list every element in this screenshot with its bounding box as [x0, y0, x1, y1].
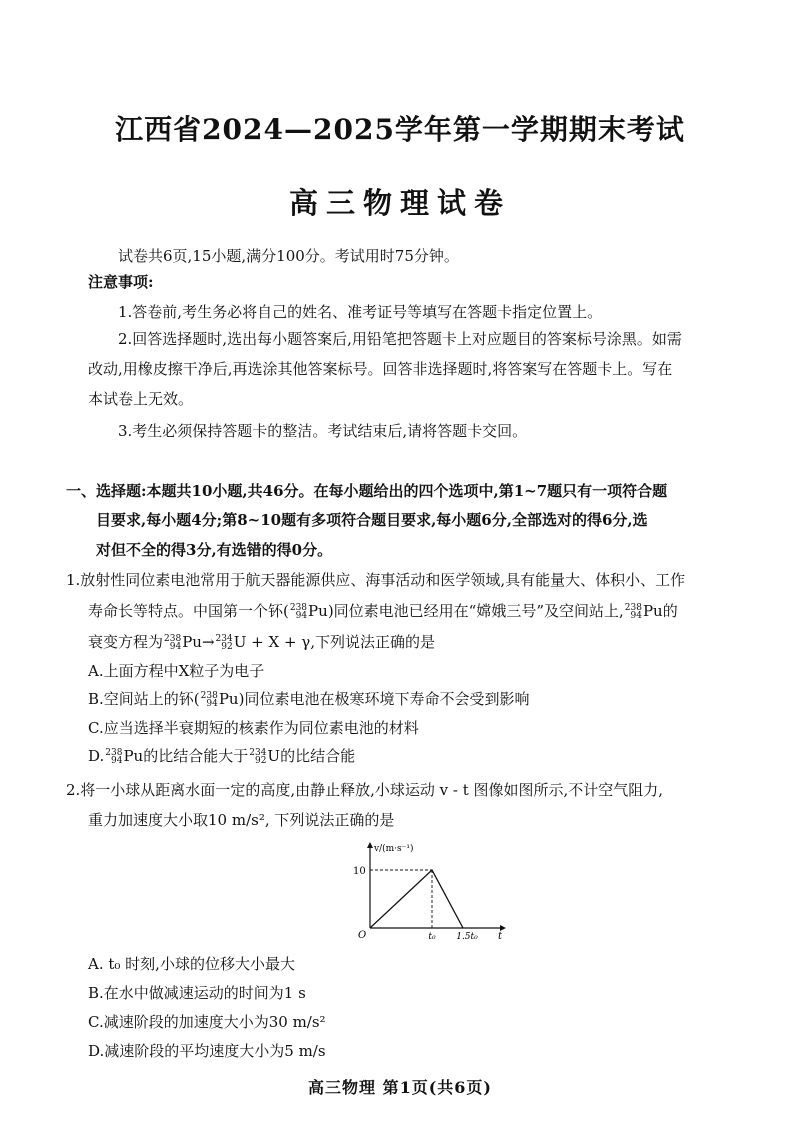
isotope-notation: 238 94 — [624, 603, 642, 621]
vt-series-line — [370, 870, 463, 928]
isotope-notation: 238 94 — [164, 634, 182, 652]
notice-item-2-line3: 本试卷上无效。 — [88, 390, 194, 408]
q2-option-c: C.减速阶段的加速度大小为30 m/s² — [88, 1013, 326, 1031]
y-axis-label: v/(m·s⁻¹) — [374, 844, 414, 854]
notice-item-2-line1: 2.回答选择题时,选出每小题答案后,用铅笔把答题卡上对应题目的答案标号涂黑。如需 — [118, 330, 682, 348]
q2-option-a: A. t₀ 时刻,小球的位移大小最大 — [88, 955, 295, 973]
x-axis-label: t — [498, 931, 503, 942]
q1-option-d: D. 238 94 Pu的比结合能大于 234 92 U的比结合能 — [88, 747, 356, 766]
notice-item-2-line2: 改动,用橡皮擦干净后,再选涂其他答案标号。回答非选择题时,将答案写在答题卡上。写在 — [88, 360, 673, 378]
exam-subtitle: 高三物理试卷 — [288, 186, 511, 220]
origin-label: O — [358, 930, 367, 941]
y-tick-label: 10 — [353, 866, 366, 877]
exam-title: 江西省2024—2025学年第一学期期末考试 — [115, 113, 685, 146]
q1-option-c: C.应当选择半衰期短的核素作为同位素电池的材料 — [88, 719, 419, 737]
q1-option-a: A.上面方程中X粒子为电子 — [88, 662, 265, 680]
vt-graph — [352, 840, 512, 944]
x-tick-label-1.5t0: 1.5t₀ — [456, 932, 478, 942]
q2-option-b: B.在水中做减速运动的时间为1 s — [88, 984, 306, 1002]
isotope-notation: 234 92 — [249, 748, 267, 766]
notice-heading: 注意事项: — [88, 273, 154, 291]
q1-option-b: B.空间站上的钚( 238 94 Pu)同位素电池在极寒环境下寿命不会受到影响 — [88, 690, 530, 709]
x-tick-label-t0: t₀ — [428, 932, 436, 942]
section1-instruction-line1: 一、选择题:本题共10小题,共46分。在每小题给出的四个选项中,第1~7题只有一项符合题 — [66, 482, 668, 500]
q2-stem-line2: 重力加速度大小取10 m/s², 下列说法正确的是 — [88, 811, 395, 829]
q2-stem-line1: 2.将一小球从距离水面一定的高度,由静止释放,小球运动 v - t 图像如图所示,不计空气阻力, — [66, 781, 664, 799]
q1-stem-line1: 1.放射性同位素电池常用于航天器能源供应、海事活动和医学领域,具有能量大、体积小、工作 — [66, 571, 686, 589]
q1-stem-line3: 衰变方程为 238 94 Pu→ 234 92 U + X + γ,下列说法正确的是 — [88, 633, 436, 652]
q2-option-d: D.减速阶段的平均速度大小为5 m/s — [88, 1042, 326, 1060]
y-axis-arrow — [367, 842, 373, 848]
notice-item-1: 1.答卷前,考生务必将自己的姓名、准考证号等填写在答题卡指定位置上。 — [118, 303, 603, 321]
isotope-notation: 234 92 — [215, 634, 233, 652]
page-footer: 高三物理 第1页(共6页) — [308, 1078, 492, 1097]
q1-stem-line2: 寿命长等特点。中国第一个钚( 238 94 Pu)同位素电池已经用在“嫦娥三号”及空间站上, 238 94 Pu的 — [88, 602, 678, 621]
section1-instruction-line2: 目要求,每小题4分;第8~10题有多项符合题目要求,每小题6分,全部选对的得6分,选 — [96, 511, 648, 529]
isotope-notation: 238 94 — [105, 748, 123, 766]
section1-instruction-line3: 对但不全的得3分,有选错的得0分。 — [96, 541, 333, 559]
notice-item-3: 3.考生必须保持答题卡的整洁。考试结束后,请将答题卡交回。 — [118, 422, 528, 440]
isotope-notation: 238 94 — [200, 691, 218, 709]
exam-summary: 试卷共6页,15小题,满分100分。考试用时75分钟。 — [118, 247, 459, 265]
isotope-notation: 238 94 — [289, 603, 308, 621]
